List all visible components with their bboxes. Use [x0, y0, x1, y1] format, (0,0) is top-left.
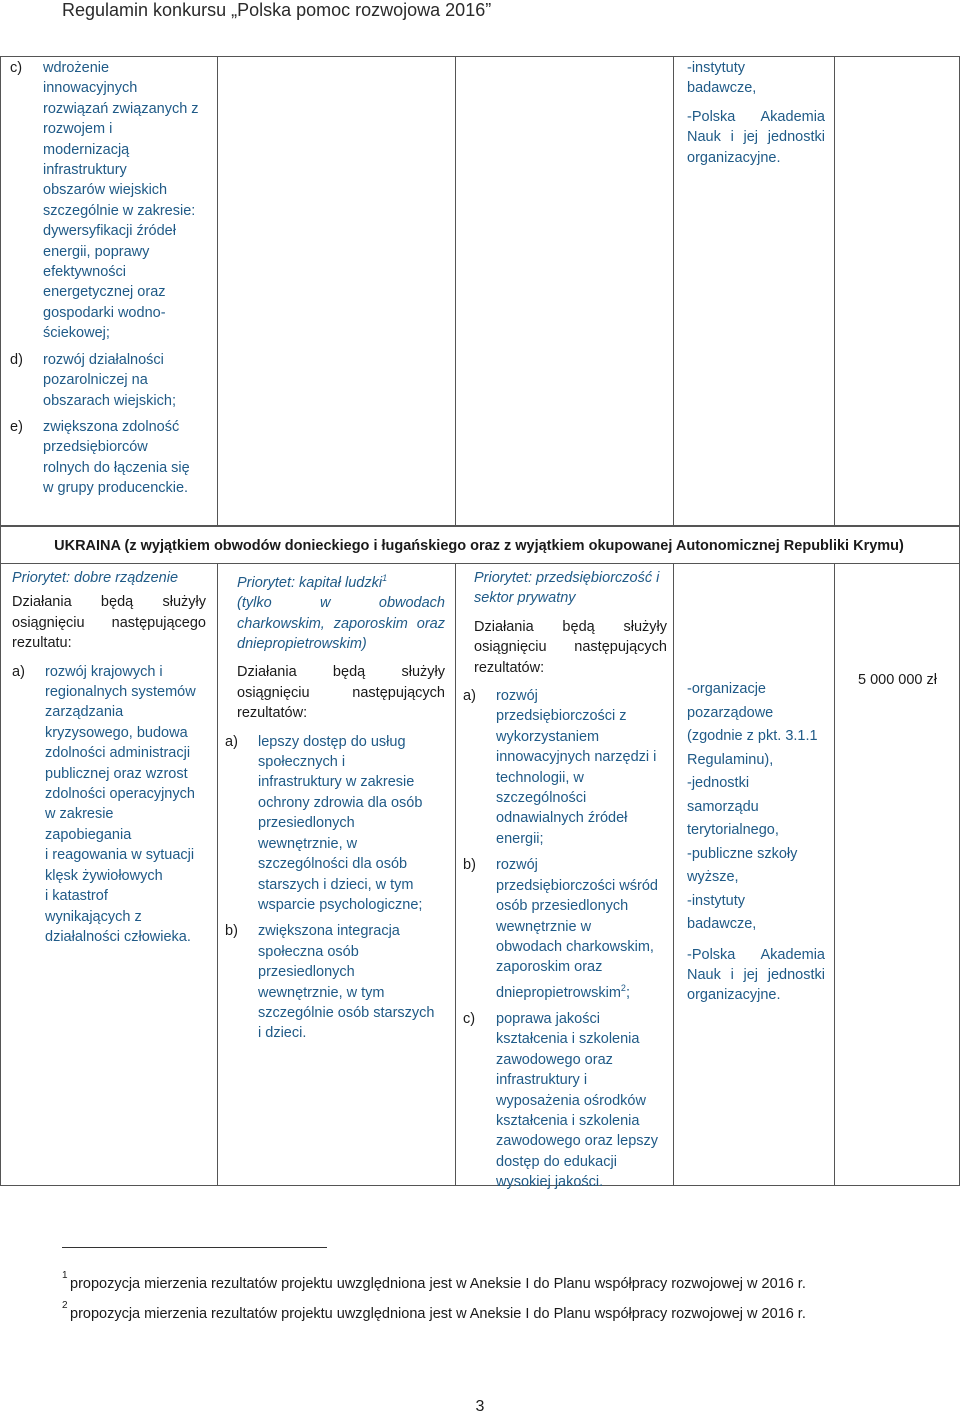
top-col1 — [10, 58, 210, 499]
list-item-line: infrastruktury i — [496, 1072, 588, 1089]
top-col1-list — [10, 58, 210, 499]
list-item-text — [45, 662, 206, 948]
list-item-line: przedsiębiorców — [43, 439, 148, 456]
list-item-label: a) — [225, 733, 238, 750]
footnote-text: propozycja mierzenia rezultatów projektu uwzględniona jest w Aneksie I do Planu współpracy rozwojowej w 2016 r. — [70, 1276, 806, 1292]
list-item-line: odnawialnych źródeł — [496, 810, 628, 827]
section-title: UKRAINA (z wyjątkiem obwodów donieckiego i ługańskiego oraz z wyjątkiem okupowanej Autonomicznej Republiki Krymu) — [54, 538, 904, 554]
col2-cell — [225, 568, 445, 1044]
list-item-line: kształcenia i szkolenia — [496, 1112, 640, 1129]
list-item-line: klęsk żywiołowych — [45, 867, 163, 884]
col4-line: samorządu — [687, 798, 759, 815]
col2-subtitle: (tylko w obwodach charkowskim, zaporoskim oraz dniepropietrowskim) — [237, 595, 445, 653]
list-item-line: infrastruktury — [43, 162, 127, 179]
list-item-line: kryzysowego, budowa — [45, 724, 188, 741]
col5-cell — [835, 670, 960, 690]
list-item-line: zapobiegania — [45, 826, 132, 843]
list-item-line: działalności człowieka. — [45, 928, 191, 945]
list-item-line: zarządzania — [45, 704, 124, 721]
list-item-line: lepszy dostęp do usług — [258, 733, 406, 750]
amount: 5 000 000 zł — [857, 672, 937, 688]
col4-line: -organizacje — [687, 681, 766, 697]
footnote-ref: 2 — [620, 982, 626, 993]
list-item-line: wewnętrznie, w — [258, 835, 358, 852]
list-item-line: infrastruktury w zakresie — [258, 774, 415, 791]
list-item-line: wdrożenie — [43, 60, 110, 76]
list-item-line: zdolności administracji — [45, 745, 191, 762]
col4-line: wyższe, — [687, 869, 739, 885]
list-item-line: rozwój — [496, 688, 538, 705]
list-item-text — [496, 855, 667, 1003]
list-item-line: osób przesiedlonych — [496, 898, 629, 915]
list-item-line: gospodarki wodno- — [43, 304, 166, 321]
top-col4 — [687, 58, 825, 168]
footnote-number: 2 — [62, 1300, 68, 1311]
list-item — [463, 686, 667, 849]
list-item — [10, 417, 210, 499]
list-item-text — [258, 732, 445, 916]
list-item-line: publicznej oraz wzrost — [45, 765, 188, 782]
top-col4-line: badawcze, — [687, 80, 757, 97]
top-col4-line: -Polska Akademia Nauk i jej jednostki organizacyjne. — [687, 108, 825, 166]
list-item-label: c) — [10, 60, 23, 76]
col1-priority: Priorytet: dobre rządzenie — [12, 570, 179, 586]
list-item-label: a) — [463, 688, 476, 705]
list-item-line: szczególnie osób starszych — [258, 1004, 435, 1021]
list-item-line: i reagowania w sytuacji — [45, 847, 195, 864]
list-item-line: obszarach wiejskich; — [43, 392, 176, 409]
header-title: Regulamin konkursu „Polska pomoc rozwojowa 2016” — [62, 0, 492, 20]
list-item-text — [43, 350, 210, 411]
col1-list — [12, 662, 206, 948]
list-item-label: e) — [10, 418, 23, 435]
col4-last: -Polska Akademia Nauk i jej jednostki organizacyjne. — [687, 946, 825, 1004]
col4-line: pozarządowe — [687, 704, 774, 721]
list-item-line: zdolności operacyjnych — [45, 786, 195, 803]
list-item-line: rozwojem i — [43, 121, 113, 138]
col3-intro: Działania będą służyły osiągnięciu następujących rezultatów: — [474, 618, 667, 676]
list-item-text — [496, 686, 667, 849]
list-item-line: przesiedlonych — [258, 815, 355, 832]
col4-line: Regulaminu), — [687, 751, 774, 768]
col4-line: -instytuty — [687, 892, 746, 909]
list-item-line: innowacyjnych — [43, 80, 138, 97]
page-number: 3 — [475, 1398, 485, 1415]
list-item-line: wewnętrznie w — [496, 918, 592, 935]
list-item-line: technologii, w — [496, 769, 584, 786]
list-item-line: regionalnych systemów — [45, 684, 196, 701]
list-item-line: zwiększona zdolność — [43, 418, 180, 435]
col3-cell — [463, 568, 667, 1193]
list-item-line: zaporoskim oraz — [496, 959, 603, 976]
list-item-line: rozwój krajowych i — [45, 663, 163, 680]
list-item — [463, 855, 667, 1003]
col4-line: badawcze, — [687, 916, 757, 932]
list-item-label: d) — [10, 351, 23, 368]
list-item-line: dniepropietrowskim$^2$; — [496, 982, 630, 1001]
col4-line: -publiczne szkoły — [687, 845, 798, 862]
col4-cell — [687, 678, 825, 1006]
list-item-line: społecznych i — [258, 754, 346, 771]
list-item-label: a) — [12, 663, 25, 680]
footnote-ref: 1 — [382, 573, 388, 583]
list-item-line: zawodowego oraz — [496, 1051, 613, 1068]
list-item-line: poprawa jakości — [496, 1010, 600, 1027]
list-item-line: rozwój działalności — [43, 351, 164, 368]
list-item-label: c) — [463, 1010, 476, 1027]
list-item-line: wsparcie psychologiczne; — [258, 896, 423, 913]
list-item — [10, 58, 210, 344]
list-item-line: kształcenia i szkolenia — [496, 1031, 640, 1048]
list-item-line: przedsiębiorczości wśród — [496, 877, 658, 894]
col4-line: terytorialnego, — [687, 822, 779, 838]
footnote-separator — [62, 1247, 327, 1248]
list-item-text — [43, 417, 210, 499]
list-item-line: efektywności — [43, 264, 127, 281]
list-item-line: obwodach charkowskim, — [496, 938, 654, 955]
list-item-line: szczególności dla osób — [258, 856, 408, 873]
list-item-line: w grupy producenckie. — [43, 480, 189, 497]
list-item-line: rozwój — [496, 857, 538, 874]
list-item-line: i dzieci. — [258, 1025, 307, 1042]
col2-intro: Działania będą służyły osiągnięciu następujących rezultatów: — [237, 664, 445, 722]
list-item-line: i katastrof — [45, 888, 108, 905]
list-item-line: modernizacją — [43, 141, 130, 158]
list-item-text — [43, 58, 210, 344]
col2-priority — [225, 568, 445, 593]
footnote-text: propozycja mierzenia rezultatów projektu uwzględniona jest w Aneksie I do Planu współpracy rozwojowej w 2016 r. — [70, 1306, 806, 1322]
list-item-line: w zakresie — [45, 806, 114, 823]
col1-intro: Działania będą służyły osiągnięciu następującego rezultatu: — [12, 594, 206, 652]
col3-list — [463, 686, 667, 1193]
list-item — [225, 732, 445, 916]
list-item-line: przedsiębiorczości z — [496, 708, 627, 725]
col4-lines — [687, 678, 825, 937]
list-item — [463, 1009, 667, 1193]
top-col4-line: -instytuty — [687, 60, 746, 76]
list-item-line: ściekowej; — [43, 325, 110, 342]
list-item — [225, 921, 445, 1043]
col4-line: -jednostki — [687, 775, 750, 791]
list-item-line: wynikających z — [45, 908, 142, 925]
list-item-line: dywersyfikacji źródeł — [43, 223, 176, 240]
list-item-line: wysokiej jakości. — [496, 1174, 604, 1191]
list-item-line: społeczna osób — [258, 943, 359, 960]
list-item-line: szczególnie w zakresie: — [43, 202, 196, 219]
list-item-label: b) — [463, 857, 476, 874]
col2-list — [225, 732, 445, 1044]
list-item-line: rolnych do łączenia się — [43, 459, 190, 476]
list-item-line: dostęp do edukacji — [496, 1153, 617, 1170]
list-item-line: wewnętrznie, w tym — [258, 984, 385, 1001]
list-item-text — [258, 921, 445, 1043]
list-item-line: pozarolniczej na — [43, 372, 148, 389]
list-item-line: energii; — [496, 830, 544, 847]
list-item-label: b) — [225, 923, 238, 940]
list-item-line: obszarów wiejskich — [43, 182, 168, 199]
list-item-line: energii, poprawy — [43, 243, 150, 260]
list-item-line: zawodowego oraz lepszy — [496, 1133, 659, 1150]
list-item-line: szczególności — [496, 790, 587, 807]
list-item-line: ochrony zdrowia dla osób — [258, 794, 423, 811]
list-item — [12, 662, 206, 948]
list-item-line: energetycznej oraz — [43, 284, 166, 301]
list-item-line: starszych i dzieci, w tym — [258, 876, 414, 893]
col3-priority: Priorytet: przedsiębiorczość i sektor prywatny — [474, 570, 660, 607]
list-item-line: wykorzystaniem — [496, 728, 600, 745]
footnote-number: 1 — [62, 1270, 68, 1281]
list-item-line: wyposażenia ośrodków — [496, 1092, 646, 1109]
list-item — [10, 350, 210, 411]
col1-cell — [12, 568, 206, 947]
list-item-line: innowacyjnych narzędzi i — [496, 749, 657, 766]
list-item-line: zwiększona integracja — [258, 923, 400, 940]
list-item-text — [496, 1009, 667, 1193]
list-item-line: przesiedlonych — [258, 964, 355, 981]
col4-line: (zgodnie z pkt. 3.1.1 — [687, 728, 818, 744]
list-item-line: rozwiązań związanych z — [43, 100, 199, 117]
document-header — [62, 0, 491, 21]
col2-priority-text: Priorytet: kapitał ludzki — [237, 574, 383, 591]
